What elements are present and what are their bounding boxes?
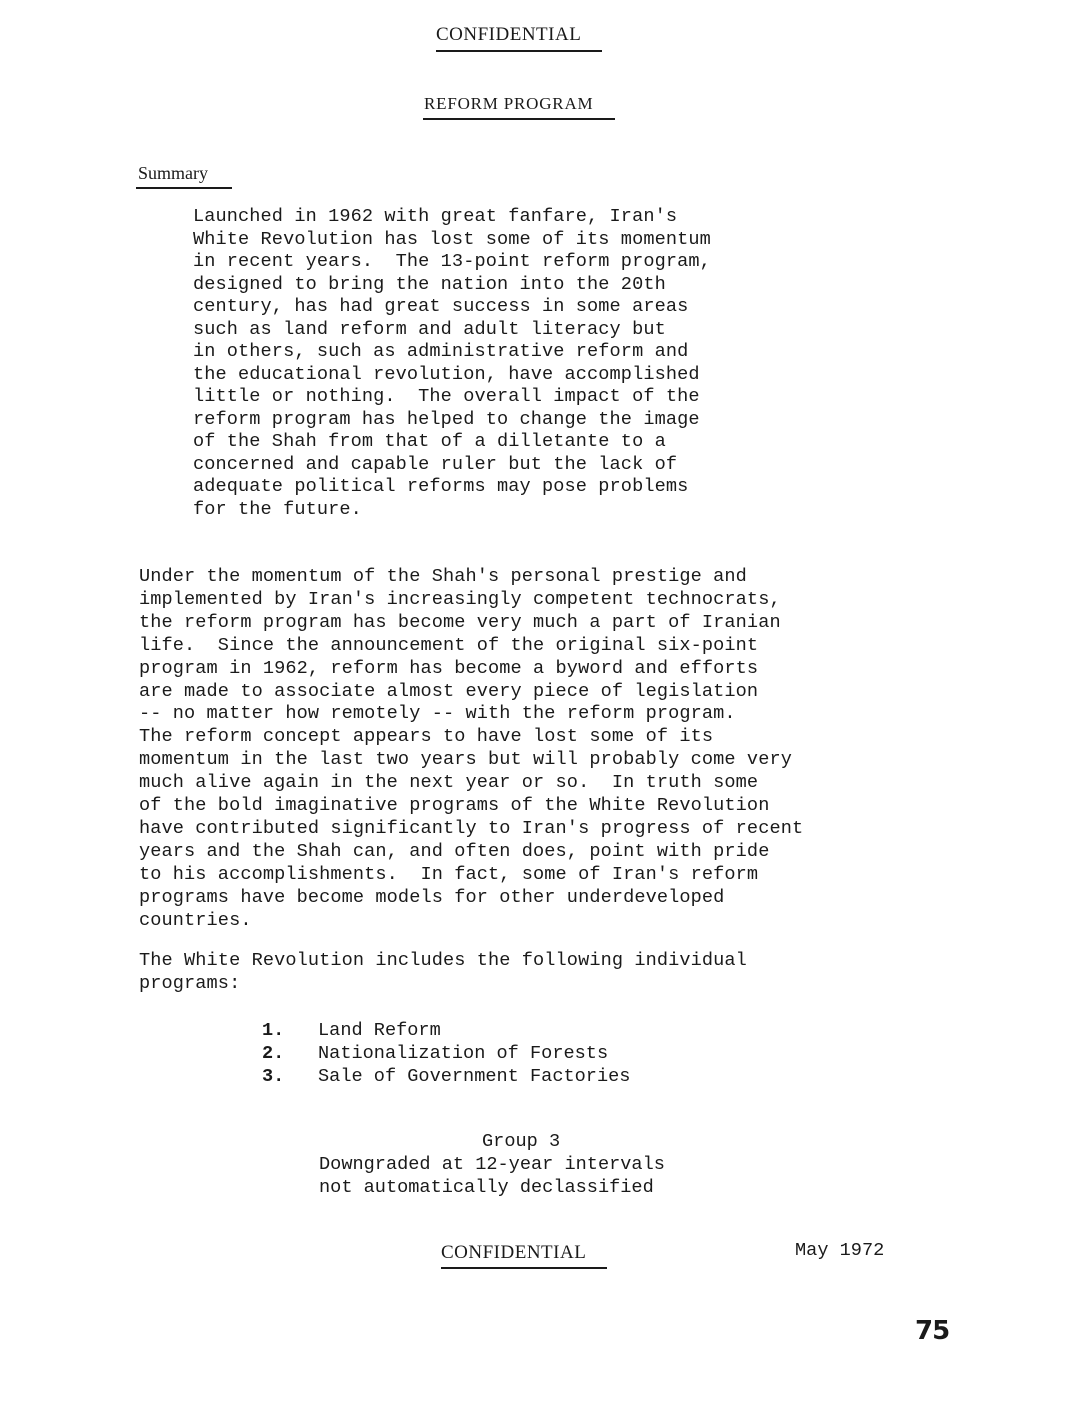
document-date: May 1972	[795, 1240, 885, 1261]
classification-marking-top: CONFIDENTIAL	[436, 24, 582, 45]
list-item-number: 1.	[262, 1020, 285, 1041]
list-item-text: Land Reform	[318, 1020, 441, 1041]
summary-text: Launched in 1962 with great fanfare, Iran's White Revolution has lost some of its momentum in recent years. The 13-point reform program, designed to bring the nation into the 20th century, has had great success in some areas such as land reform and adult literacy but in others, such as administrative reform and the educational revolution, have accomplished little or nothing. The overall impact of the reform program has helped to change the image of the Shah from that of a dilletante to a concerned and capable ruler but the lack of adequate political reforms may pose problems for the future.	[193, 206, 711, 520]
downgrade-group: Group 3	[482, 1131, 561, 1152]
program-list	[262, 1019, 630, 1088]
downgrade-line-1: Downgraded at 12-year intervals	[319, 1154, 665, 1175]
classification-top-underline	[436, 50, 602, 52]
body-paragraph-2: The White Revolution includes the following individual programs:	[139, 950, 747, 994]
list-item-text: Sale of Government Factories	[318, 1066, 631, 1087]
list-item-number: 2.	[262, 1043, 285, 1064]
document-title-underline	[423, 118, 615, 120]
body-paragraph-1: Under the momentum of the Shah's personal prestige and implemented by Iran's increasingly competent technocrats, the reform program has become very much a part of Iranian life. Since the announcement of the original six-point program in 1962, reform has become a byword and efforts are made to associate almost every piece of legislation -- no matter how remotely -- with the reform program. The reform concept appears to have lost some of its momentum in the last two years but will probably come very much alive again in the next year or so. In truth some of the bold imaginative programs of the White Revolution have contributed significantly to Iran's progress of recent years and the Shah can, and often does, point with pride to his accomplishments. In fact, some of Iran's reform programs have become models for other underdeveloped countries.	[139, 566, 804, 931]
list-item	[262, 1042, 630, 1065]
list-item-text: Nationalization of Forests	[318, 1043, 609, 1064]
summary-heading: Summary	[138, 163, 208, 183]
summary-heading-underline	[136, 187, 232, 189]
downgrade-notice	[319, 1130, 759, 1199]
list-item-number: 3.	[262, 1066, 285, 1087]
page-number: 75	[915, 1316, 950, 1346]
classification-marking-bottom: CONFIDENTIAL	[441, 1242, 587, 1263]
list-item	[262, 1065, 630, 1088]
list-item	[262, 1019, 630, 1042]
classification-bottom-underline	[441, 1267, 607, 1269]
document-title: REFORM PROGRAM	[424, 94, 594, 113]
downgrade-line-2: not automatically declassified	[319, 1177, 654, 1198]
